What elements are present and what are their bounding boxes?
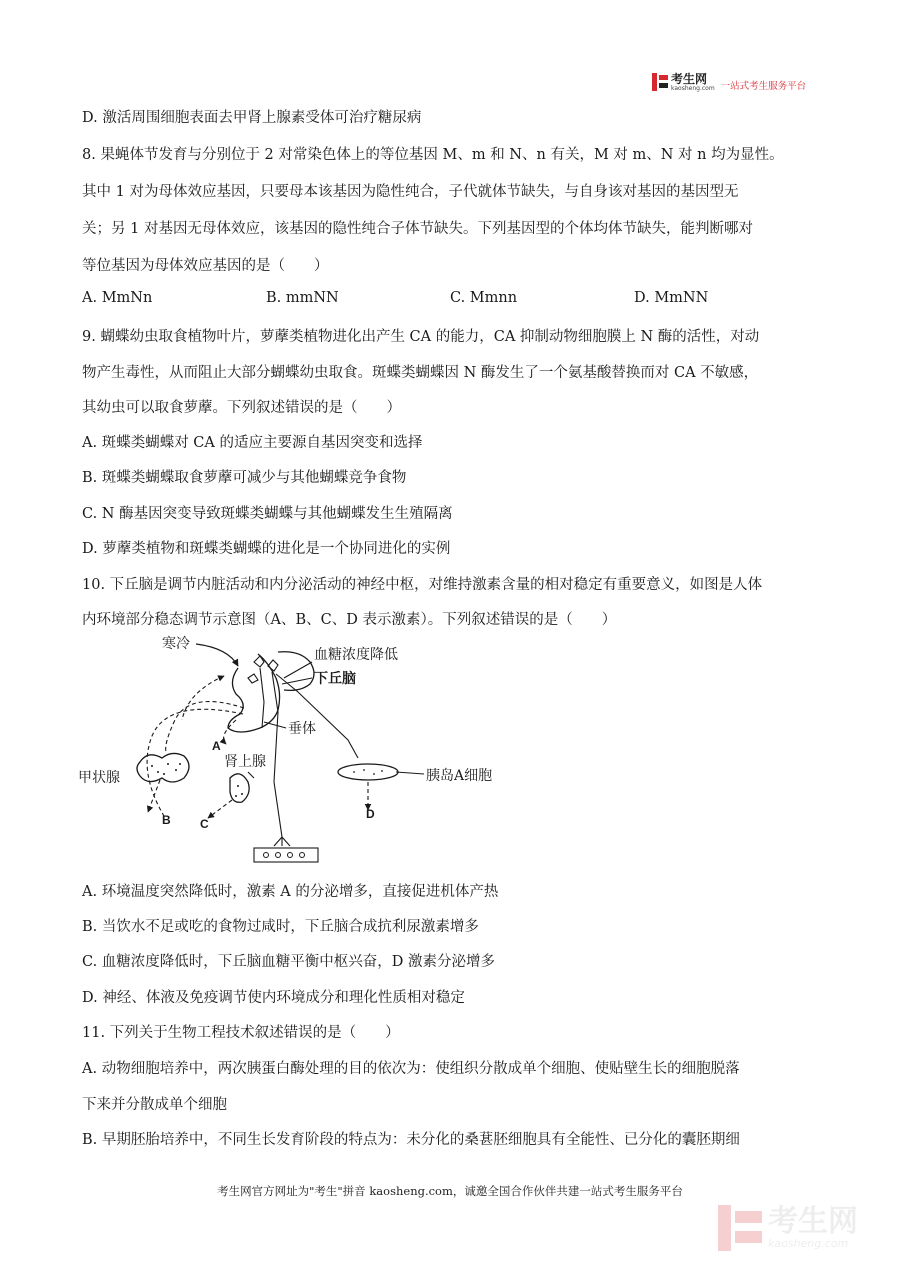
hormone-c-arrow (208, 800, 232, 818)
neuron-body-2 (268, 660, 278, 671)
q10-stem-line-1: 10. 下丘脑是调节内脏活动和内分泌活动的神经中枢，对维持激素含量的相对稳定有重要意义，如图是人体 (82, 577, 763, 593)
hormone-c-label: C (200, 817, 209, 831)
q8-stem-line-1: 8. 果蝇体节发育与分别位于 2 对常染色体上的等位基因 M、m 和 N、n 有关，M 对 m、N 对 n 均为显性。 (82, 147, 784, 163)
q10-stem-line-2: 内环境部分稳态调节示意图（A、B、C、D 表示激素）。下列叙述错误的是（ ） (82, 612, 617, 628)
hormone-b-arrow (148, 780, 160, 812)
label-adrenal: 肾上腺 (224, 754, 266, 770)
hormone-d-label: D (366, 807, 375, 821)
q9-stem-line-1: 9. 蝴蝶幼虫取食植物叶片，萝藦类植物进化出产生 CA 的能力，CA 抑制动物细胞膜上 N 酶的活性，对动 (82, 329, 760, 345)
q8-option-c: C. Mmnn (450, 290, 518, 306)
q8-option-b: B. mmNN (266, 290, 339, 306)
hormone-a-label: A (212, 739, 221, 753)
thyroid-shape (137, 753, 189, 782)
q9-option-a: A. 斑蝶类蝴蝶对 CA 的适应主要源自基因突变和选择 (82, 435, 423, 451)
q9-stem-line-3: 其幼虫可以取食萝藦。下列叙述错误的是（ ） (82, 400, 401, 416)
hypothalamus-pointer (282, 678, 312, 684)
feedback-top-dashed (182, 676, 224, 720)
adrenal-nerve (248, 772, 254, 778)
adrenal-dots (235, 785, 243, 797)
watermark (718, 1205, 858, 1251)
q8-stem-line-4: 等位基因为母体效应基因的是（ ） (82, 258, 329, 274)
q9-option-c: C. N 酶基因突变导致斑蝶类蝴蝶与其他蝴蝶发生生殖隔离 (82, 506, 453, 522)
nerve-ending (274, 837, 290, 846)
label-hypothalamus: 下丘脑 (314, 671, 356, 687)
q10-regulation-diagram (78, 632, 578, 872)
label-islet-a-cell: 胰岛A细胞 (426, 768, 493, 784)
q8-stem-line-2: 其中 1 对为母体效应基因，只要母本该基因为隐性纯合，子代就体节缺失，与自身该对基因的基因型无 (82, 184, 739, 200)
axon-long (272, 672, 282, 837)
cold-arrow (196, 644, 238, 666)
q11-option-b-line-1: B. 早期胚胎培养中，不同生长发育阶段的特点为：未分化的桑葚胚细胞具有全能性、已分化的囊胚期细 (82, 1132, 740, 1148)
thyroid-dots (151, 763, 181, 775)
label-thyroid: 甲状腺 (78, 770, 120, 786)
q11-stem: 11. 下列关于生物工程技术叙述错误的是（ ） (82, 1025, 400, 1041)
q8-option-d: D. MmNN (634, 290, 709, 306)
q8-option-a: A. MmNn (82, 290, 153, 306)
logo-domain: kaosheng.com (671, 84, 715, 92)
q7-option-d: D. 激活周围细胞表面去甲肾上腺素受体可治疗糖尿病 (82, 110, 422, 126)
watermark-domain: kaosheng.com (768, 1236, 849, 1250)
logo-name: 考生网 (671, 71, 708, 86)
watermark-name: 考生网 (768, 1203, 858, 1239)
q11-option-a-line-2: 下来并分散成单个细胞 (82, 1097, 227, 1113)
logo-slogan: 一站式考生服务平台 (720, 81, 807, 92)
q9-option-d: D. 萝藦类植物和斑蝶类蝴蝶的进化是一个协同进化的实例 (82, 541, 451, 557)
q8-options (82, 290, 822, 310)
adrenal-shape (230, 774, 249, 802)
axon-pituitary (260, 668, 264, 728)
label-blood-sugar-low: 血糖浓度降低 (314, 647, 398, 663)
q10-option-a: A. 环境温度突然降低时，激素 A 的分泌增多，直接促进机体产热 (82, 884, 499, 900)
q9-stem-line-2: 物产生毒性，从而阻止大部分蝴蝶幼虫取食。斑蝶类蝴蝶因 N 酶发生了一个氨基酸替换而对 CA 不敏感， (82, 365, 759, 381)
q10-option-c: C. 血糖浓度降低时，下丘脑血糖平衡中枢兴奋，D 激素分泌增多 (82, 954, 496, 970)
header-logo (652, 72, 806, 92)
islet-a-cell-shape (338, 764, 398, 780)
label-pituitary: 垂体 (288, 721, 316, 737)
hormone-b-label: B (162, 813, 171, 827)
blood-sugar-line (284, 662, 312, 678)
islet-dots (353, 769, 383, 775)
q9-option-b: B. 斑蝶类蝴蝶取食萝藦可减少与其他蝴蝶竞争食物 (82, 470, 407, 486)
pituitary-pointer (264, 722, 286, 728)
kaosheng-logo-icon (652, 73, 668, 91)
neuron-body-3 (248, 674, 258, 683)
hormone-a-arrow (224, 720, 236, 744)
watermark-logo-icon (718, 1205, 762, 1251)
q10-option-d: D. 神经、体液及免疫调节使内环境成分和理化性质相对稳定 (82, 990, 465, 1006)
q11-option-a-line-1: A. 动物细胞培养中，两次胰蛋白酶处理的目的依次为：使组织分散成单个细胞、使贴壁生长的细胞脱落 (82, 1061, 740, 1077)
label-cold: 寒冷 (162, 636, 190, 652)
islet-pointer (396, 772, 424, 774)
q8-stem-line-3: 关；另 1 对基因无母体效应，该基因的隐性纯合子体节缺失。下列基因型的个体均体节缺失，能判断哪对 (82, 221, 753, 237)
footer-text: 考生网官方网址为"考生"拼音 kaosheng.com，诚邀全国合作伙伴共建一站式考生服务平台 (217, 1184, 683, 1198)
q10-option-b: B. 当饮水不足或吃的食物过咸时，下丘脑合成抗利尿激素增多 (82, 919, 479, 935)
effector-cells (264, 853, 305, 858)
